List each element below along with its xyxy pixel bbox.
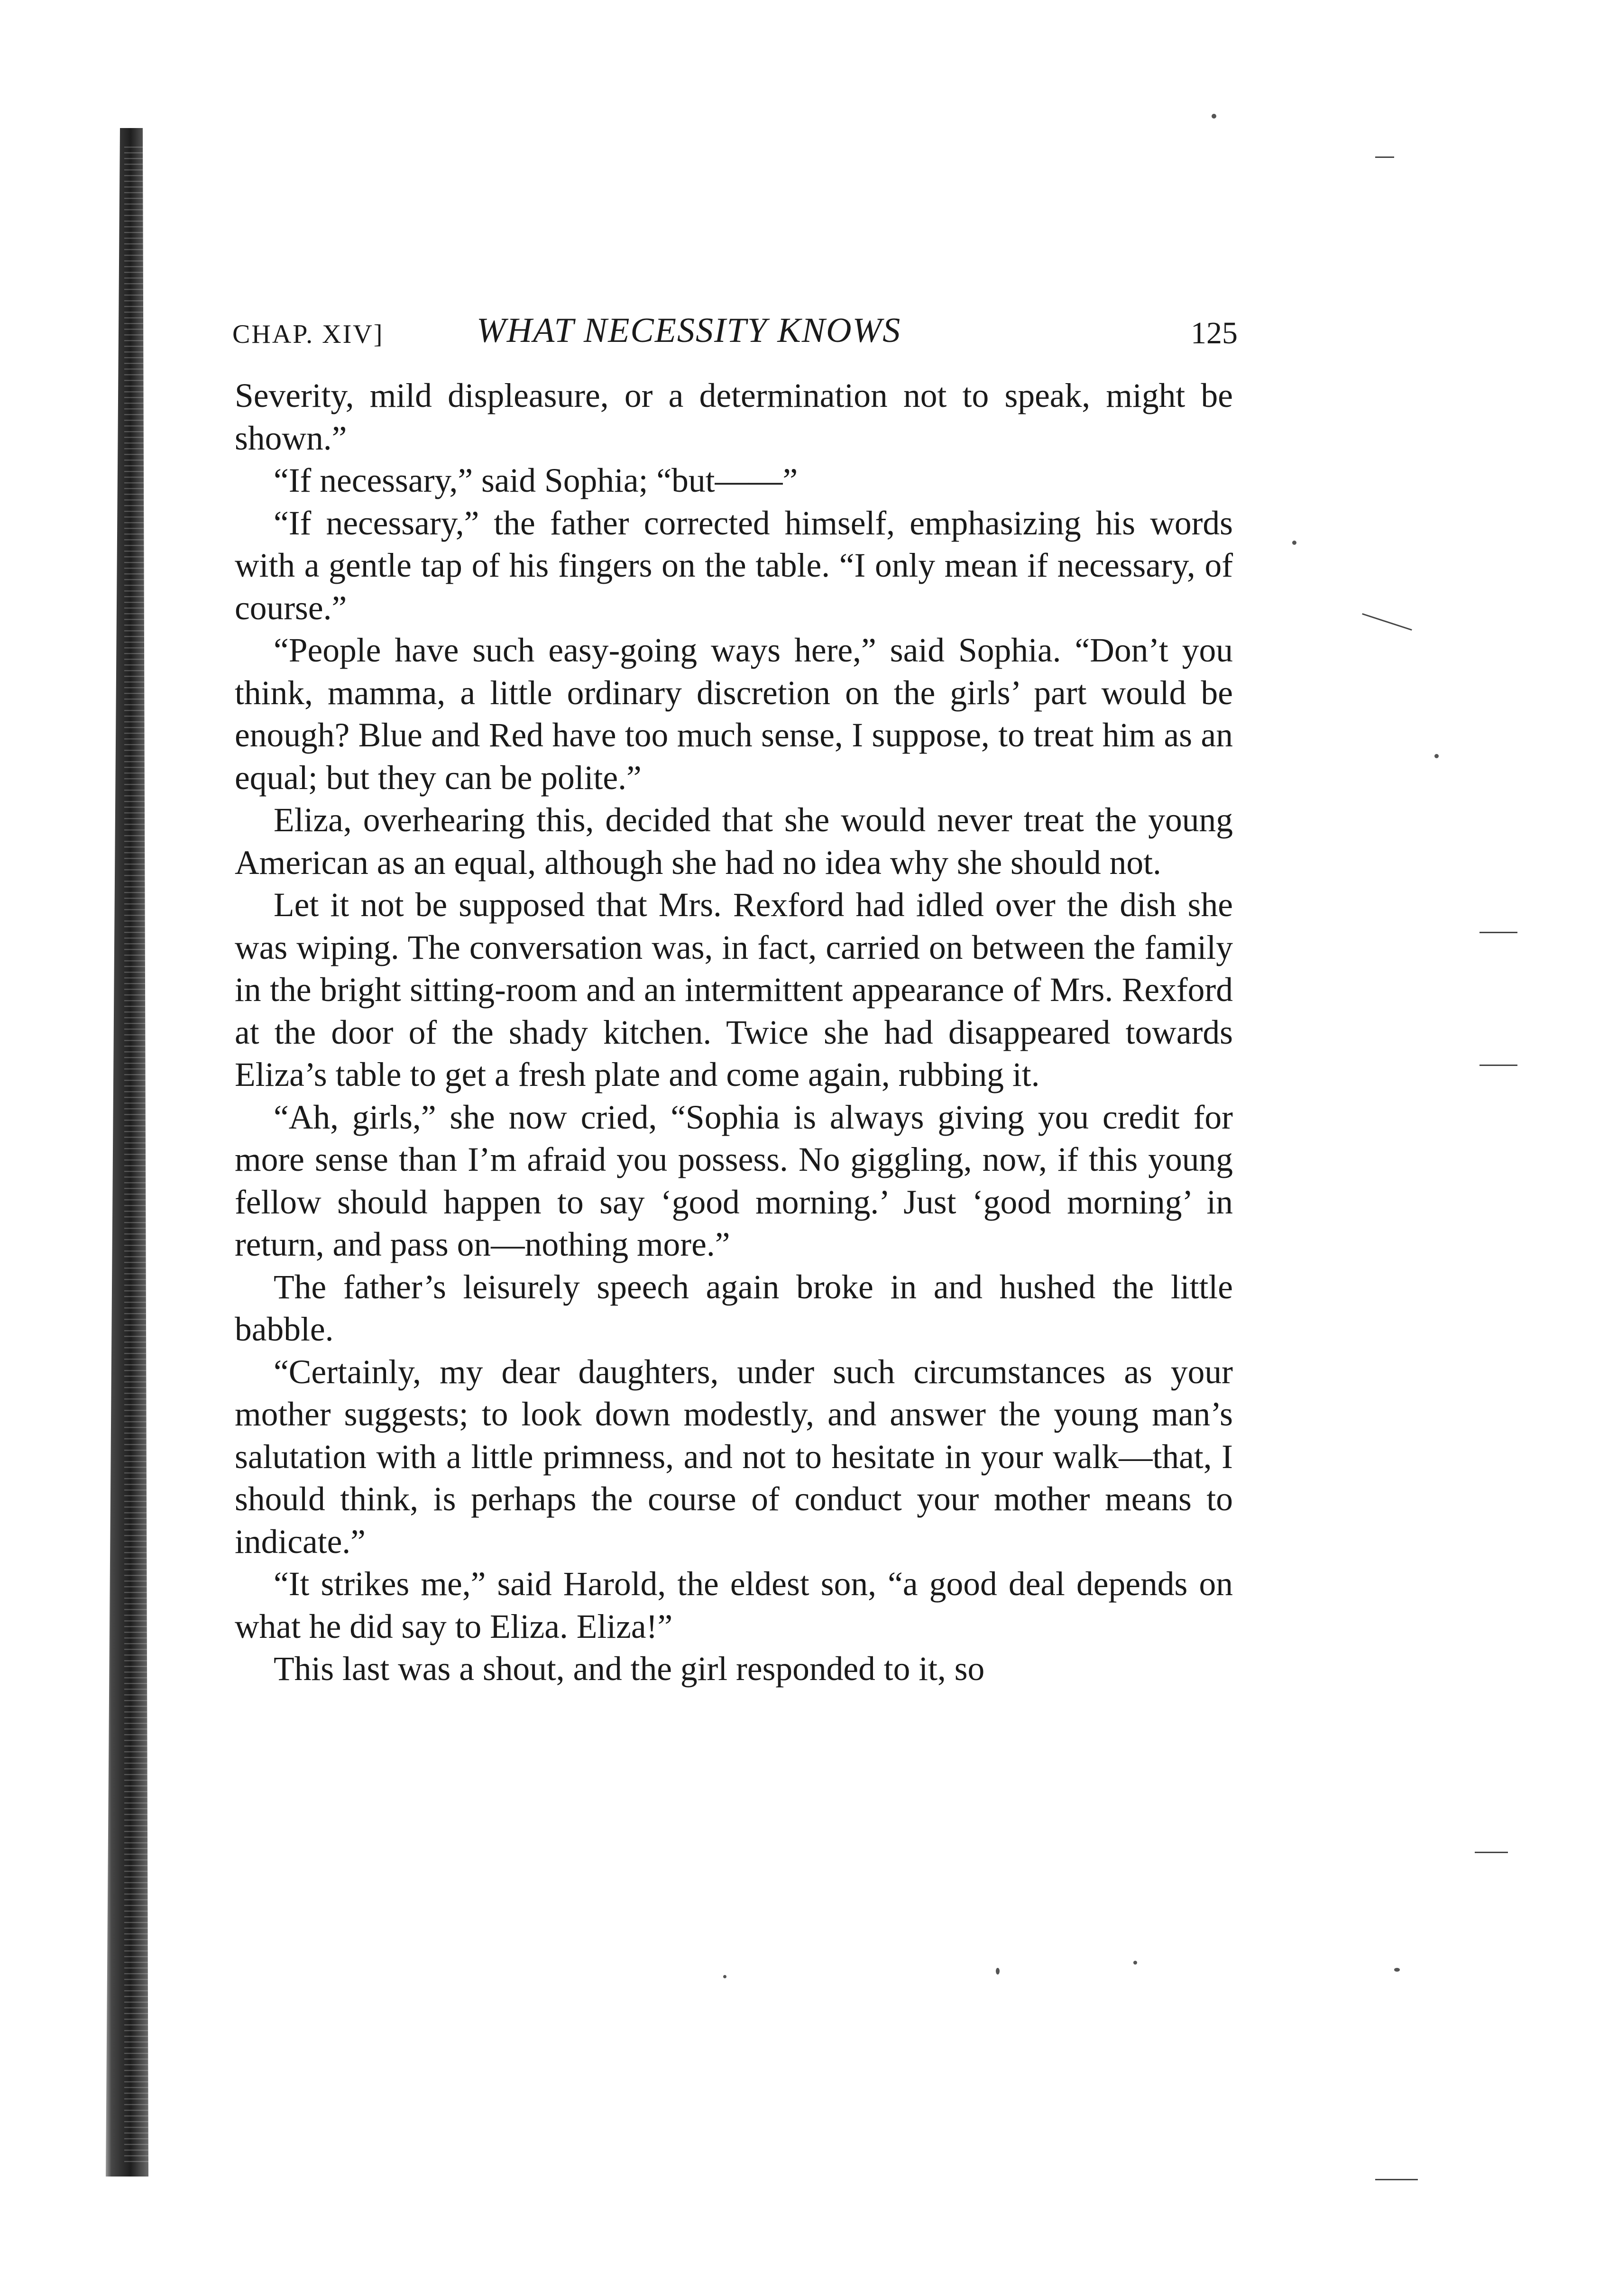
binding-edge-texture (124, 142, 157, 2162)
paragraph: “People have such easy-going ways here,” said Sophia. “Don’t you think, mamma, a little ordinary discretion on the girls’ part would be enough? Blue and Red have too much sense, I suppose, to treat him as an equal; but they can be polite.” (235, 632, 1233, 797)
paragraph: Severity, mild displeasure, or a determination not to speak, might be shown.” (235, 377, 1233, 457)
paragraph: Eliza, overhearing this, decided that she would never treat the young American as an equal, although she had no idea why she should not. (235, 801, 1233, 882)
scan-mark (1375, 156, 1394, 158)
paragraph: “If necessary,” the father corrected himself, emphasizing his words with a gentle tap of his fingers on the table. “I only mean if necessary, of course.” (235, 504, 1233, 627)
running-title: WHAT NECESSITY KNOWS (477, 311, 901, 350)
paragraph: The father’s leisurely speech again broke in and hushed the little babble. (235, 1268, 1233, 1348)
scan-speck (1394, 1968, 1400, 1972)
scan-speck (996, 1968, 1000, 1975)
paragraph: “If necessary,” said Sophia; “but——” (274, 462, 798, 499)
scan-mark (1475, 1852, 1508, 1853)
page-number: 125 (1191, 316, 1238, 350)
scan-mark (1479, 1065, 1517, 1066)
body-text (235, 375, 1233, 1690)
paragraph: “It strikes me,” said Harold, the eldest son, “a good deal depends on what he did say to Eliza. Eliza!” (235, 1565, 1233, 1645)
scan-speck (1434, 754, 1439, 758)
scan-mark (1479, 932, 1517, 933)
scan-speck (1212, 114, 1216, 119)
paragraph: “Certainly, my dear daughters, under such circumstances as your mother suggests; to look down modestly, and answer the young man’s salutation with a little primness, and not to hesitate in your walk—that, I should think, is perhaps the course of conduct your mother means to indicate.” (235, 1353, 1233, 1561)
chapter-label: CHAP. XIV] (232, 320, 384, 349)
scan-mark (1375, 2179, 1418, 2180)
running-header (232, 311, 1238, 363)
scan-speck (723, 1975, 726, 1978)
scan-mark (1362, 613, 1412, 631)
paragraph: “Ah, girls,” she now cried, “Sophia is always giving you credit for more sense than I’m afraid you possess. No giggling, now, if this young fellow should happen to say ‘good morning.’ Just ‘good morning’ in return, and pass on—nothing more.” (235, 1098, 1233, 1263)
paragraph: Let it not be supposed that Mrs. Rexford had idled over the dish she was wiping. The conversation was, in fact, carried on between the family in the bright sitting-room and an intermittent appearance of Mrs. Rexford at the door of the shady kitchen. Twice she had disappeared towards Eliza’s table to get a fresh plate and come again, rubbing it. (235, 886, 1233, 1093)
paragraph: This last was a shout, and the girl responded to it, so (274, 1650, 985, 1688)
scan-speck (1133, 1961, 1137, 1965)
scan-speck (1292, 541, 1296, 545)
